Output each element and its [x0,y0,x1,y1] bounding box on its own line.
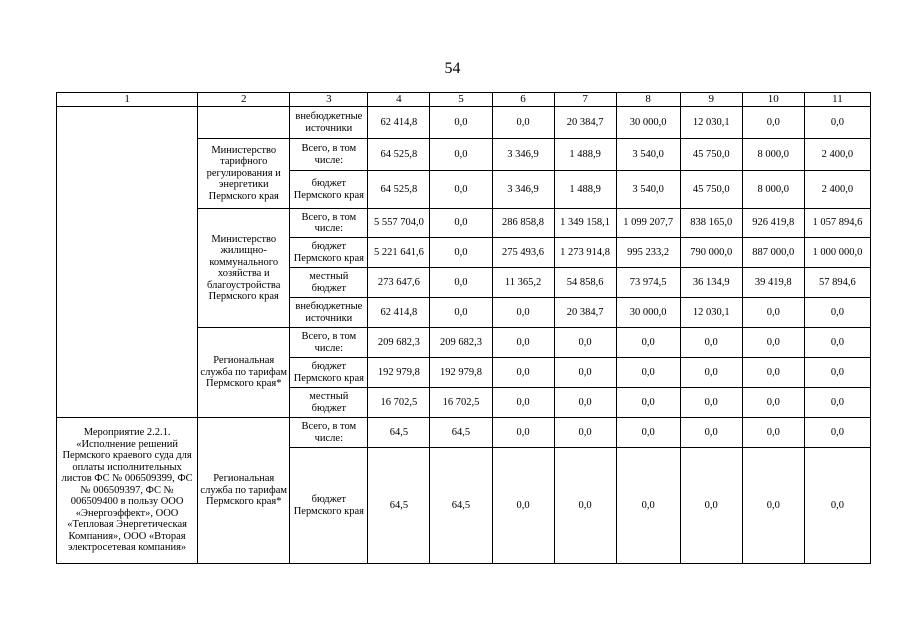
value-cell: 0,0 [492,418,554,448]
program-cell [57,107,198,418]
column-header: 10 [742,93,804,107]
value-cell: 3 346,9 [492,139,554,171]
value-cell: 5 221 641,6 [368,238,430,268]
value-cell: 39 419,8 [742,268,804,298]
column-header: 7 [554,93,616,107]
value-cell: 3 540,0 [616,171,680,209]
value-cell: 0,0 [616,358,680,388]
value-cell: 57 894,6 [804,268,870,298]
value-cell: 0,0 [430,171,492,209]
value-cell: 45 750,0 [680,171,742,209]
funding-source: бюджет Пермского края [290,171,368,209]
value-cell: 0,0 [616,448,680,564]
funding-source: бюджет Пермского края [290,358,368,388]
value-cell: 62 414,8 [368,107,430,139]
org-name: Министерство тарифного регулирования и энергетики Пермского края [198,139,290,209]
value-cell: 0,0 [616,418,680,448]
org-name: Региональная служба по тарифам Пермского края* [198,328,290,418]
value-cell: 0,0 [742,418,804,448]
value-cell: 12 030,1 [680,107,742,139]
value-cell: 0,0 [492,298,554,328]
value-cell: 0,0 [804,388,870,418]
value-cell: 0,0 [430,268,492,298]
value-cell: 73 974,5 [616,268,680,298]
column-header: 3 [290,93,368,107]
value-cell: 2 400,0 [804,171,870,209]
value-cell: 0,0 [616,328,680,358]
funding-source: внебюджетные источники [290,107,368,139]
value-cell: 0,0 [430,107,492,139]
value-cell: 64,5 [430,448,492,564]
value-cell: 45 750,0 [680,139,742,171]
value-cell: 0,0 [492,328,554,358]
table-row [57,107,871,139]
table-row [57,418,871,448]
value-cell: 1 488,9 [554,139,616,171]
value-cell: 64 525,8 [368,139,430,171]
value-cell: 1 099 207,7 [616,209,680,238]
value-cell: 995 233,2 [616,238,680,268]
org-name: Региональная служба по тарифам Пермского края* [198,418,290,564]
value-cell: 0,0 [430,139,492,171]
column-header: 11 [804,93,870,107]
value-cell: 0,0 [680,448,742,564]
value-cell: 30 000,0 [616,298,680,328]
org-name: Министерство жилищно-коммунального хозяйства и благоустройства Пермского края [198,209,290,328]
value-cell: 36 134,9 [680,268,742,298]
org-cell [198,107,290,139]
value-cell: 790 000,0 [680,238,742,268]
funding-source: Всего, в том числе: [290,209,368,238]
value-cell: 16 702,5 [368,388,430,418]
page-number: 54 [444,60,461,77]
value-cell: 0,0 [554,388,616,418]
value-cell: 3 346,9 [492,171,554,209]
funding-source: Всего, в том числе: [290,418,368,448]
value-cell: 192 979,8 [368,358,430,388]
funding-source: бюджет Пермского края [290,448,368,564]
column-header: 4 [368,93,430,107]
value-cell: 0,0 [742,448,804,564]
value-cell: 0,0 [492,107,554,139]
value-cell: 0,0 [492,358,554,388]
value-cell: 192 979,8 [430,358,492,388]
value-cell: 20 384,7 [554,107,616,139]
value-cell: 1 057 894,6 [804,209,870,238]
value-cell: 64 525,8 [368,171,430,209]
value-cell: 0,0 [554,448,616,564]
value-cell: 0,0 [430,298,492,328]
value-cell: 209 682,3 [430,328,492,358]
value-cell: 887 000,0 [742,238,804,268]
column-header-row [57,93,871,107]
column-header: 1 [57,93,198,107]
value-cell: 16 702,5 [430,388,492,418]
value-cell: 0,0 [804,418,870,448]
value-cell: 0,0 [742,298,804,328]
value-cell: 0,0 [430,238,492,268]
value-cell: 838 165,0 [680,209,742,238]
value-cell: 64,5 [430,418,492,448]
value-cell: 0,0 [680,328,742,358]
budget-table [56,92,871,564]
funding-source: местный бюджет [290,268,368,298]
value-cell: 0,0 [804,298,870,328]
value-cell: 1 273 914,8 [554,238,616,268]
value-cell: 1 349 158,1 [554,209,616,238]
value-cell: 286 858,8 [492,209,554,238]
value-cell: 0,0 [742,107,804,139]
funding-source: бюджет Пермского края [290,238,368,268]
value-cell: 0,0 [804,448,870,564]
value-cell: 11 365,2 [492,268,554,298]
value-cell: 64,5 [368,448,430,564]
value-cell: 5 557 704,0 [368,209,430,238]
value-cell: 0,0 [554,358,616,388]
value-cell: 0,0 [554,328,616,358]
column-header: 6 [492,93,554,107]
value-cell: 0,0 [742,358,804,388]
funding-source: внебюджетные источники [290,298,368,328]
value-cell: 275 493,6 [492,238,554,268]
value-cell: 0,0 [554,418,616,448]
value-cell: 12 030,1 [680,298,742,328]
value-cell: 0,0 [680,388,742,418]
value-cell: 209 682,3 [368,328,430,358]
value-cell: 0,0 [616,388,680,418]
funding-source: Всего, в том числе: [290,139,368,171]
column-header: 2 [198,93,290,107]
value-cell: 0,0 [430,209,492,238]
value-cell: 3 540,0 [616,139,680,171]
column-header: 9 [680,93,742,107]
column-header: 5 [430,93,492,107]
value-cell: 1 488,9 [554,171,616,209]
value-cell: 2 400,0 [804,139,870,171]
value-cell: 62 414,8 [368,298,430,328]
value-cell: 30 000,0 [616,107,680,139]
value-cell: 0,0 [804,107,870,139]
value-cell: 8 000,0 [742,171,804,209]
value-cell: 1 000 000,0 [804,238,870,268]
value-cell: 8 000,0 [742,139,804,171]
value-cell: 0,0 [804,358,870,388]
value-cell: 0,0 [680,418,742,448]
value-cell: 0,0 [492,448,554,564]
value-cell: 54 858,6 [554,268,616,298]
value-cell: 0,0 [680,358,742,388]
value-cell: 0,0 [492,388,554,418]
value-cell: 20 384,7 [554,298,616,328]
value-cell: 273 647,6 [368,268,430,298]
event-description: Мероприятие 2.2.1. «Исполнение решений Пермского краевого суда для оплаты исполнительных листов ФС № 006509399, ФС № 006509397, ФС № 006509400 в пользу ООО «Энергоэффект», ООО «Тепловая Энергетическая Компания», ООО «Вторая электросетевая компания» [57,418,198,564]
value-cell: 0,0 [804,328,870,358]
value-cell: 64,5 [368,418,430,448]
value-cell: 0,0 [742,328,804,358]
value-cell: 0,0 [742,388,804,418]
funding-source: местный бюджет [290,388,368,418]
value-cell: 926 419,8 [742,209,804,238]
funding-source: Всего, в том числе: [290,328,368,358]
column-header: 8 [616,93,680,107]
